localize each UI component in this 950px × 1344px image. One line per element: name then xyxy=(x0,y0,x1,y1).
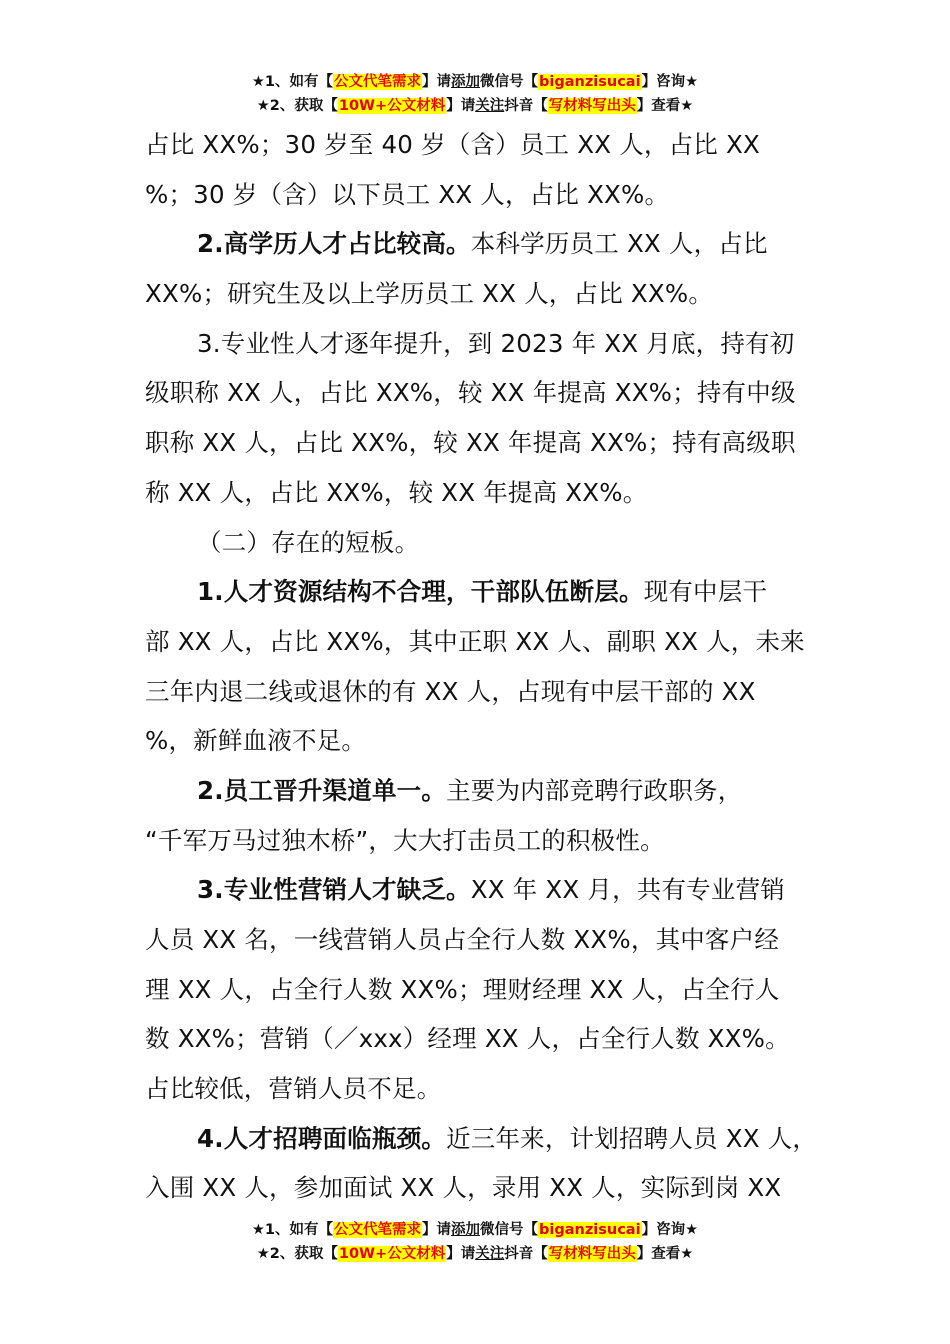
paragraph-heading-line xyxy=(145,865,810,915)
body-text: XX 年 XX 月，共有专业营销 xyxy=(470,875,785,905)
promo-highlight: 10W+公文材料 xyxy=(338,1246,446,1262)
promo-line-1 xyxy=(0,1218,950,1242)
paragraph-heading: 3.专业性营销人才缺乏。 xyxy=(197,875,471,905)
promo-underline: 添加 xyxy=(451,74,481,90)
body-line: 数 XX%；营销（／xxx）经理 XX 人，占全行人数 XX%。 xyxy=(145,1024,790,1054)
promo-highlight: 公文代笔需求 xyxy=(334,1222,422,1238)
promo-text: 微信号【 xyxy=(480,74,539,90)
promo-highlight: biganzisucai xyxy=(539,74,641,90)
promo-text: 抖音【 xyxy=(504,98,548,114)
body-line: 占比较低，营销人员不足。 xyxy=(145,1074,442,1104)
promo-text: 抖音【 xyxy=(504,1246,548,1262)
promo-text: ★1、如有【 xyxy=(251,1222,334,1238)
promo-underline: 关注 xyxy=(475,98,505,114)
body-line: 入围 XX 人，参加面试 XX 人，录用 XX 人，实际到岗 XX xyxy=(145,1173,782,1203)
promo-banner-top xyxy=(0,70,950,118)
paragraph-heading: 1.人才资源结构不合理，干部队伍断层。 xyxy=(197,577,644,607)
promo-text: 】查看★ xyxy=(636,1246,694,1262)
promo-underline: 关注 xyxy=(475,1246,505,1262)
promo-highlight: 写材料写出头 xyxy=(548,1246,636,1262)
body-text: 现有中层干 xyxy=(643,577,768,607)
promo-text: 】请 xyxy=(422,74,452,90)
body-line: 级职称 XX 人，占比 XX%，较 XX 年提高 XX%；持有中级 xyxy=(145,378,796,408)
body-line: 人员 XX 名，一线营销人员占全行人数 XX%，其中客户经 xyxy=(145,925,780,954)
promo-underline: 添加 xyxy=(451,1222,481,1238)
promo-line-1 xyxy=(0,70,950,94)
paragraph-heading-line xyxy=(145,219,810,269)
promo-text: ★1、如有【 xyxy=(251,74,334,90)
body-text: 本科学历员工 XX 人，占比 xyxy=(470,229,768,259)
promo-text: 】咨询★ xyxy=(641,74,699,90)
promo-line-2 xyxy=(0,1242,950,1266)
promo-text: ★2、获取【 xyxy=(256,98,338,114)
body-line: 部 XX 人，占比 XX%，其中正职 XX 人、副职 XX 人，未来 xyxy=(145,626,805,656)
body-line: “千军万马过独木桥”，大大打击员工的积极性。 xyxy=(145,825,665,855)
promo-text: 微信号【 xyxy=(480,1222,539,1238)
body-line: 职称 XX 人，占比 XX%，较 XX 年提高 XX%；持有高级职 xyxy=(145,428,796,458)
promo-text: 】咨询★ xyxy=(641,1222,699,1238)
body-text: 主要为内部竞聘行政职务， xyxy=(446,775,743,805)
promo-highlight: biganzisucai xyxy=(539,1222,641,1238)
paragraph-heading-line xyxy=(145,766,810,816)
section-heading: （二）存在的短板。 xyxy=(197,527,420,557)
promo-text: 】请 xyxy=(446,1246,476,1262)
paragraph-heading: 4.人才招聘面临瓶颈。 xyxy=(197,1123,447,1153)
body-line: 称 XX 人，占比 XX%，较 XX 年提高 XX%。 xyxy=(145,477,648,507)
promo-highlight: 10W+公文材料 xyxy=(338,98,446,114)
body-line: 3.专业性人才逐年提升，到 2023 年 XX 月底，持有初 xyxy=(197,328,795,358)
body-line: 占比 XX%；30 岁至 40 岁（含）员工 XX 人，占比 XX xyxy=(145,130,760,159)
promo-text: 】请 xyxy=(422,1222,452,1238)
paragraph-heading-line xyxy=(145,567,810,617)
promo-text: 】查看★ xyxy=(636,98,694,114)
promo-highlight: 写材料写出头 xyxy=(548,98,636,114)
paragraph-heading-line xyxy=(145,1114,818,1164)
promo-text: 】请 xyxy=(446,98,476,114)
promo-banner-bottom xyxy=(0,1218,950,1266)
promo-line-2 xyxy=(0,94,950,118)
promo-text: ★2、获取【 xyxy=(256,1246,338,1262)
document-body xyxy=(145,120,818,1213)
paragraph-heading: 2.员工晋升渠道单一。 xyxy=(197,775,447,805)
body-text: 近三年来，计划招聘人员 XX 人， xyxy=(446,1123,818,1153)
body-line: 理 XX 人，占全行人数 XX%；理财经理 XX 人，占全行人 xyxy=(145,974,780,1004)
body-line: %，新鲜血液不足。 xyxy=(145,726,367,756)
paragraph-heading: 2.高学历人才占比较高。 xyxy=(197,229,471,259)
body-line: %；30 岁（含）以下员工 XX 人，占比 XX%。 xyxy=(145,179,670,209)
promo-highlight: 公文代笔需求 xyxy=(334,74,422,90)
body-line: XX%；研究生及以上学历员工 XX 人，占比 XX%。 xyxy=(145,279,714,309)
body-line: 三年内退二线或退休的有 XX 人，占现有中层干部的 XX xyxy=(145,676,756,706)
